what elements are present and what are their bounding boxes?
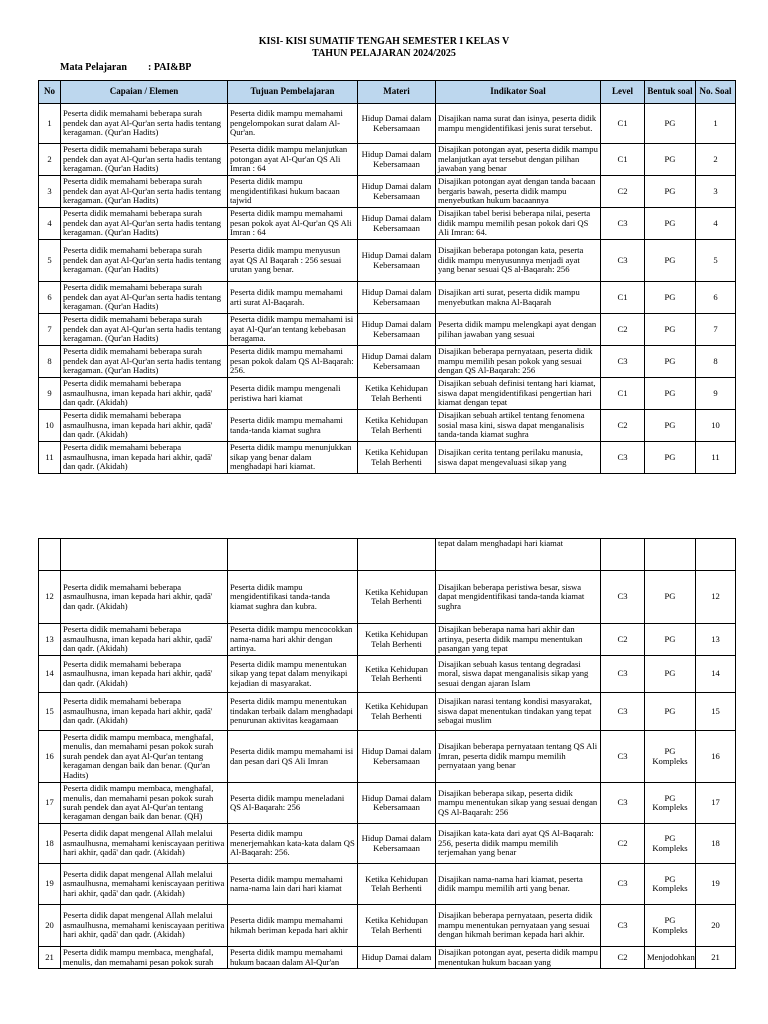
cell-tp: Peserta didik mampu memahami nama-nama lain dari hari kiamat: [228, 864, 358, 905]
cell-materi: Ketika Kehidupan Telah Berhenti: [358, 410, 436, 442]
cell-bentuk: PG: [645, 314, 696, 346]
cell-cp: Peserta didik mampu membaca, menghafal, menulis, dan memahami pesan pokok surah surah pendek dan ayat Al-Qur'an tentang keragaman dengan baik dan benar. (Qur'an Hadits): [61, 731, 228, 783]
cell-no: 8: [39, 346, 61, 378]
table-row: [39, 346, 736, 378]
cell-no: 18: [39, 824, 61, 864]
cell-indikator: Disajikan tabel berisi beberapa nilai, peserta didik mampu memilih pesan pokok dari QS Ali Imran: 64.: [436, 208, 601, 240]
cell-cp: Peserta didik memahami beberapa surah pendek dan ayat Al-Qur'an serta hadis tentang keragaman. (Qur'an Hadits): [61, 208, 228, 240]
cell-tp: Peserta didik mampu meneladani QS Al-Baqarah: 256: [228, 783, 358, 824]
cell-indikator: Disajikan beberapa peristiwa besar, siswa dapat mengidentifikasi tanda-tanda kiamat sughra: [436, 571, 601, 624]
cell-no: 15: [39, 693, 61, 731]
cell-cp: Peserta didik memahami beberapa asmaulhusna, iman kepada hari akhir, qadā' dan qadr. (Akidah): [61, 442, 228, 474]
table-row: [39, 624, 736, 656]
cell-bentuk: PG Kompleks: [645, 783, 696, 824]
cell-bentuk: PG: [645, 208, 696, 240]
table-row: [39, 656, 736, 693]
document-subtitle: TAHUN PELAJARAN 2024/2025: [312, 48, 456, 59]
cell-tp: Peserta didik mampu memahami isi dan pesan dari QS Ali Imran: [228, 731, 358, 783]
cell-cp: Peserta didik memahami beberapa surah pendek dan ayat Al-Qur'an serta hadis tentang keragaman. (Qur'an Hadits): [61, 314, 228, 346]
cell-indikator: Peserta didik mampu melengkapi ayat dengan pilihan jawaban yang sesuai: [436, 314, 601, 346]
cell-bentuk: PG: [645, 282, 696, 314]
cell-no: 21: [39, 947, 61, 969]
cell-materi: Hidup Damai dalam: [358, 947, 436, 969]
cell-cp: Peserta didik memahami beberapa asmaulhusna, iman kepada hari akhir, qadā' dan qadr. (Akidah): [61, 624, 228, 656]
table-row: [39, 282, 736, 314]
cell-tp: Peserta didik mampu mengidentifikasi hukum bacaan tajwid: [228, 176, 358, 208]
column-header-indikator: Indikator Soal: [436, 81, 601, 104]
cell-cp: Peserta didik dapat mengenal Allah melalui asmaulhusna, memahami keniscayaan peritiwa hari akhir, qadā' dan qadr. (Akidah): [61, 824, 228, 864]
cell-indikator: Disajikan beberapa pernyataan, peserta didik mampu memilih pesan pokok yang sesuai dengan QS Al-Baqarah: 256: [436, 346, 601, 378]
cell-no: 4: [39, 208, 61, 240]
cell-level: C3: [601, 346, 645, 378]
column-header-capaian: Capaian / Elemen: [61, 81, 228, 104]
cell-no: 1: [39, 104, 61, 144]
table-row: [39, 731, 736, 783]
cell-materi: Ketika Kehidupan Telah Berhenti: [358, 905, 436, 947]
cell-materi: Ketika Kehidupan Telah Berhenti: [358, 442, 436, 474]
cell-cp: Peserta didik memahami beberapa asmaulhusna, iman kepada hari akhir, qadā' dan qadr. (Akidah): [61, 571, 228, 624]
cell-nosoal: 7: [696, 314, 736, 346]
cell-indikator: Disajikan kata-kata dari ayat QS Al-Baqarah: 256, peserta didik mampu memilih terjemahan yang benar: [436, 824, 601, 864]
cell-cp: Peserta didik memahami beberapa asmaulhusna, iman kepada hari akhir, qadā' dan qadr. (Akidah): [61, 693, 228, 731]
cell-bentuk: PG: [645, 624, 696, 656]
cell-materi: Hidup Damai dalam Kebersamaan: [358, 783, 436, 824]
cell-indikator: Disajikan sebuah definisi tentang hari kiamat, siswa dapat mengidentifikasi pengertian hari kiamat dengan tepat: [436, 378, 601, 410]
cell-materi: Ketika Kehidupan Telah Berhenti: [358, 693, 436, 731]
cell-nosoal: 5: [696, 240, 736, 282]
cell-level: C3: [601, 240, 645, 282]
cell-cp: Peserta didik memahami beberapa asmaulhusna, iman kepada hari akhir, qadā' dan qadr. (Akidah): [61, 656, 228, 693]
cell-bentuk: PG: [645, 144, 696, 176]
cell-materi: Ketika Kehidupan Telah Berhenti: [358, 378, 436, 410]
cell-no: 12: [39, 571, 61, 624]
cell-nosoal: 3: [696, 176, 736, 208]
cell-indikator: Disajikan potongan ayat, peserta didik mampu melanjutkan ayat tersebut dengan pilihan jawaban yang benar: [436, 144, 601, 176]
cell-tp: Peserta didik mampu mengidentifikasi tanda-tanda kiamat sughra dan kubra.: [228, 571, 358, 624]
cell-materi: Hidup Damai dalam Kebersamaan: [358, 208, 436, 240]
cell-nosoal: 15: [696, 693, 736, 731]
subject-label: Mata Pelajaran: [60, 62, 127, 73]
grid-table-page1: [38, 80, 736, 474]
cell-bentuk: PG Kompleks: [645, 824, 696, 864]
cell-indikator: Disajikan beberapa pernyataan, peserta didik mampu menentukan pernyataan yang sesuai dengan hikmah beriman kepada hari akhir.: [436, 905, 601, 947]
cell-bentuk: PG: [645, 240, 696, 282]
cell-materi: Ketika Kehidupan Telah Berhenti: [358, 656, 436, 693]
cell-nosoal: 10: [696, 410, 736, 442]
cell-level: C3: [601, 208, 645, 240]
cell-tp: Peserta didik mampu memahami arti surat Al-Baqarah.: [228, 282, 358, 314]
cell-indikator: Disajikan potongan ayat, peserta didik mampu menentukan hukum bacaan yang: [436, 947, 601, 969]
cell-materi: Hidup Damai dalam Kebersamaan: [358, 144, 436, 176]
cell-no: 20: [39, 905, 61, 947]
cell-no: 10: [39, 410, 61, 442]
table-row: [39, 314, 736, 346]
cell-materi: Hidup Damai dalam Kebersamaan: [358, 824, 436, 864]
cell-indikator: Disajikan sebuah artikel tentang fenomena sosial masa kini, siswa dapat menganalisis tanda-tanda kiamat sughra: [436, 410, 601, 442]
table-row: [39, 442, 736, 474]
cell-bentuk: PG: [645, 693, 696, 731]
cell-indikator: Disajikan narasi tentang kondisi masyarakat, siswa dapat menentukan tindakan yang tepat sebagai muslim: [436, 693, 601, 731]
cell-indikator: Disajikan beberapa pernyataan tentang QS Ali Imran, peserta didik mampu memilih pernyataan yang benar: [436, 731, 601, 783]
cell-indikator: Disajikan beberapa potongan kata, peserta didik mampu menyusunnya menjadi ayat yang benar sesuai QS al-Baqarah: 256: [436, 240, 601, 282]
cell-tp: Peserta didik mampu menerjemahkan kata-kata dalam QS Al-Baqarah: 256.: [228, 824, 358, 864]
cell-tp: Peserta didik mampu menentukan tindakan terbaik dalam menghadapi penurunan aktivitas keagamaan: [228, 693, 358, 731]
cell-cp: Peserta didik memahami beberapa surah pendek dan ayat Al-Qur'an serta hadis tentang keragaman. (Qur'an Hadits): [61, 282, 228, 314]
cell-nosoal: 13: [696, 624, 736, 656]
cell-bentuk: PG Kompleks: [645, 731, 696, 783]
cell-nosoal: 2: [696, 144, 736, 176]
cell-no: 7: [39, 314, 61, 346]
cell-level: C3: [601, 905, 645, 947]
continuation-text: tepat dalam menghadapi hari kiamat: [436, 539, 601, 571]
cell-bentuk: PG Kompleks: [645, 905, 696, 947]
cell-no: 19: [39, 864, 61, 905]
cell-no: 14: [39, 656, 61, 693]
cell-tp: Peserta didik mampu memahami pesan pokok dalam QS Al-Baqarah: 256.: [228, 346, 358, 378]
cell-nosoal: 17: [696, 783, 736, 824]
cell-cp: Peserta didik mampu membaca, menghafal, menulis, dan memahami pesan pokok surah: [61, 947, 228, 969]
cell-no: 2: [39, 144, 61, 176]
cell-tp: Peserta didik mampu memahami pesan pokok ayat Al-Qur'an QS Ali Imran : 64: [228, 208, 358, 240]
cell-level: C1: [601, 282, 645, 314]
cell-materi: Ketika Kehidupan Telah Berhenti: [358, 624, 436, 656]
cell-cp: Peserta didik memahami beberapa surah pendek dan ayat Al-Qur'an serta hadis tentang keragaman. (Qur'an Hadits): [61, 176, 228, 208]
cell-no: 16: [39, 731, 61, 783]
cell-no: 17: [39, 783, 61, 824]
cell-no: 3: [39, 176, 61, 208]
cell-cp: Peserta didik memahami beberapa asmaulhusna, iman kepada hari akhir, qadā' dan qadr. (Akidah): [61, 410, 228, 442]
cell-tp: Peserta didik mampu melanjutkan potongan ayat Al-Qur'an QS Ali Imran : 64: [228, 144, 358, 176]
cell-materi: Ketika Kehidupan Telah Berhenti: [358, 864, 436, 905]
cell-level: C2: [601, 176, 645, 208]
column-header-no-soal: No. Soal: [696, 81, 736, 104]
cell-nosoal: 19: [696, 864, 736, 905]
cell-tp: Peserta didik mampu menentukan sikap yang tepat dalam menyikapi kejadian di masyarakat.: [228, 656, 358, 693]
cell-bentuk: PG: [645, 571, 696, 624]
cell-no: 11: [39, 442, 61, 474]
cell-materi: Ketika Kehidupan Telah Berhenti: [358, 571, 436, 624]
cell-tp: Peserta didik mampu menyusun ayat QS Al Baqarah : 256 sesuai urutan yang benar.: [228, 240, 358, 282]
table-row: [39, 410, 736, 442]
cell-cp: Peserta didik dapat mengenal Allah melalui asmaulhusna, memahami keniscayaan peritiwa hari akhir, qadā' dan qadr. (Akidah): [61, 905, 228, 947]
table-row: [39, 240, 736, 282]
cell-no: 6: [39, 282, 61, 314]
cell-materi: Hidup Damai dalam Kebersamaan: [358, 314, 436, 346]
column-header-bentuk: Bentuk soal: [645, 81, 696, 104]
table-header-row: [39, 81, 736, 104]
cell-nosoal: 11: [696, 442, 736, 474]
cell-materi: Hidup Damai dalam Kebersamaan: [358, 346, 436, 378]
cell-cp: Peserta didik memahami beberapa surah pendek dan ayat Al-Qur'an serta hadis tentang keragaman. (Qur'an Hadits): [61, 144, 228, 176]
continuation-row: [39, 539, 736, 571]
table-row: [39, 824, 736, 864]
cell-tp: Peserta didik mampu menunjukkan sikap yang benar dalam menghadapi hari kiamat.: [228, 442, 358, 474]
cell-nosoal: 21: [696, 947, 736, 969]
cell-level: C3: [601, 656, 645, 693]
table-row: [39, 571, 736, 624]
table-row: [39, 176, 736, 208]
cell-bentuk: PG: [645, 378, 696, 410]
cell-no: 5: [39, 240, 61, 282]
cell-nosoal: 9: [696, 378, 736, 410]
cell-level: C1: [601, 104, 645, 144]
cell-tp: Peserta didik mampu mencocokkan nama-nama hari akhir dengan artinya.: [228, 624, 358, 656]
cell-level: C1: [601, 144, 645, 176]
cell-tp: Peserta didik mampu memahami isi ayat Al-Qur'an tentang kebebasan beragama.: [228, 314, 358, 346]
cell-indikator: Disajikan sebuah kasus tentang degradasi moral, siswa dapat menganalisis sikap yang sesuai dengan ajaran Islam: [436, 656, 601, 693]
cell-nosoal: 14: [696, 656, 736, 693]
cell-nosoal: 6: [696, 282, 736, 314]
table-row: [39, 864, 736, 905]
cell-cp: Peserta didik memahami beberapa surah pendek dan ayat Al-Qur'an serta hadis tentang keragaman. (Qur'an Hadits): [61, 104, 228, 144]
cell-materi: Hidup Damai dalam Kebersamaan: [358, 104, 436, 144]
cell-nosoal: 1: [696, 104, 736, 144]
table-row: [39, 104, 736, 144]
cell-level: C3: [601, 442, 645, 474]
cell-bentuk: PG: [645, 176, 696, 208]
table-row: [39, 905, 736, 947]
table-row: [39, 783, 736, 824]
cell-bentuk: PG: [645, 410, 696, 442]
table-row: [39, 144, 736, 176]
cell-indikator: Disajikan cerita tentang perilaku manusia, siswa dapat mengevaluasi sikap yang: [436, 442, 601, 474]
cell-indikator: Disajikan potongan ayat dengan tanda bacaan bergaris bawah, peserta didik mampu menyebutkan hukum bacaannya: [436, 176, 601, 208]
cell-tp: Peserta didik mampu memahami pengelompokan surat dalam Al-Qur'an.: [228, 104, 358, 144]
cell-cp: Peserta didik memahami beberapa surah pendek dan ayat Al-Qur'an serta hadis tentang keragaman. (Qur'an Hadits): [61, 240, 228, 282]
cell-level: C1: [601, 378, 645, 410]
document-title: KISI- KISI SUMATIF TENGAH SEMESTER I KELAS V: [258, 36, 510, 47]
cell-indikator: Disajikan nama-nama hari kiamat, peserta didik mampu memilih arti yang benar.: [436, 864, 601, 905]
cell-nosoal: 16: [696, 731, 736, 783]
cell-level: C2: [601, 824, 645, 864]
cell-bentuk: PG: [645, 346, 696, 378]
cell-materi: Hidup Damai dalam Kebersamaan: [358, 240, 436, 282]
cell-level: C3: [601, 783, 645, 824]
cell-materi: Hidup Damai dalam Kebersamaan: [358, 731, 436, 783]
cell-bentuk: PG: [645, 104, 696, 144]
table-row: [39, 378, 736, 410]
table-row: [39, 693, 736, 731]
cell-level: C2: [601, 314, 645, 346]
cell-materi: Hidup Damai dalam Kebersamaan: [358, 176, 436, 208]
cell-materi: Hidup Damai dalam Kebersamaan: [358, 282, 436, 314]
subject-value: : PAI&BP: [148, 62, 192, 73]
cell-cp: Peserta didik dapat mengenal Allah melalui asmaulhusna, memahami keniscayaan peritiwa hari akhir, qadā' dan qadr. (Akidah): [61, 864, 228, 905]
column-header-no: No: [39, 81, 61, 104]
table-row: [39, 208, 736, 240]
cell-level: C2: [601, 947, 645, 969]
cell-nosoal: 12: [696, 571, 736, 624]
cell-cp: Peserta didik memahami beberapa surah pendek dan ayat Al-Qur'an serta hadis tentang keragaman. (Qur'an Hadits): [61, 346, 228, 378]
cell-no: 9: [39, 378, 61, 410]
cell-indikator: Disajikan beberapa nama hari akhir dan artinya, peserta didik mampu menentukan pasangan yang tepat: [436, 624, 601, 656]
column-header-level: Level: [601, 81, 645, 104]
subject-line: [60, 62, 192, 73]
grid-table-page2: [38, 538, 736, 969]
cell-level: C3: [601, 571, 645, 624]
cell-nosoal: 18: [696, 824, 736, 864]
cell-bentuk: PG: [645, 442, 696, 474]
cell-tp: Peserta didik mampu memahami tanda-tanda kiamat sughra: [228, 410, 358, 442]
cell-indikator: Disajikan nama surat dan isinya, peserta didik mampu mengidentifikasi jenis surat tersebut.: [436, 104, 601, 144]
cell-tp: Peserta didik mampu memahami hukum bacaan dalam Al-Qur'an: [228, 947, 358, 969]
cell-level: C3: [601, 693, 645, 731]
column-header-tujuan: Tujuan Pembelajaran: [228, 81, 358, 104]
cell-indikator: Disajikan beberapa sikap, peserta didik mampu menentukan sikap yang sesuai dengan QS Al-Baqarah: 256: [436, 783, 601, 824]
cell-indikator: Disajikan arti surat, peserta didik mampu menyebutkan makna Al-Baqarah: [436, 282, 601, 314]
column-header-materi: Materi: [358, 81, 436, 104]
cell-level: C3: [601, 864, 645, 905]
cell-bentuk: Menjodohkan: [645, 947, 696, 969]
cell-no: 13: [39, 624, 61, 656]
cell-bentuk: PG Kompleks: [645, 864, 696, 905]
cell-level: C2: [601, 410, 645, 442]
cell-tp: Peserta didik mampu mengenali peristiwa hari kiamat: [228, 378, 358, 410]
cell-level: C3: [601, 731, 645, 783]
table-row: [39, 947, 736, 969]
cell-bentuk: PG: [645, 656, 696, 693]
cell-cp: Peserta didik memahami beberapa asmaulhusna, iman kepada hari akhir, qadā' dan qadr. (Akidah): [61, 378, 228, 410]
cell-cp: Peserta didik mampu membaca, menghafal, menulis, dan memahami pesan pokok surah surah pendek dan ayat Al-Qur'an tentang keragaman dengan baik dan benar. (QH): [61, 783, 228, 824]
cell-level: C2: [601, 624, 645, 656]
cell-nosoal: 8: [696, 346, 736, 378]
cell-nosoal: 4: [696, 208, 736, 240]
cell-tp: Peserta didik mampu memahami hikmah beriman kepada hari akhir: [228, 905, 358, 947]
cell-nosoal: 20: [696, 905, 736, 947]
